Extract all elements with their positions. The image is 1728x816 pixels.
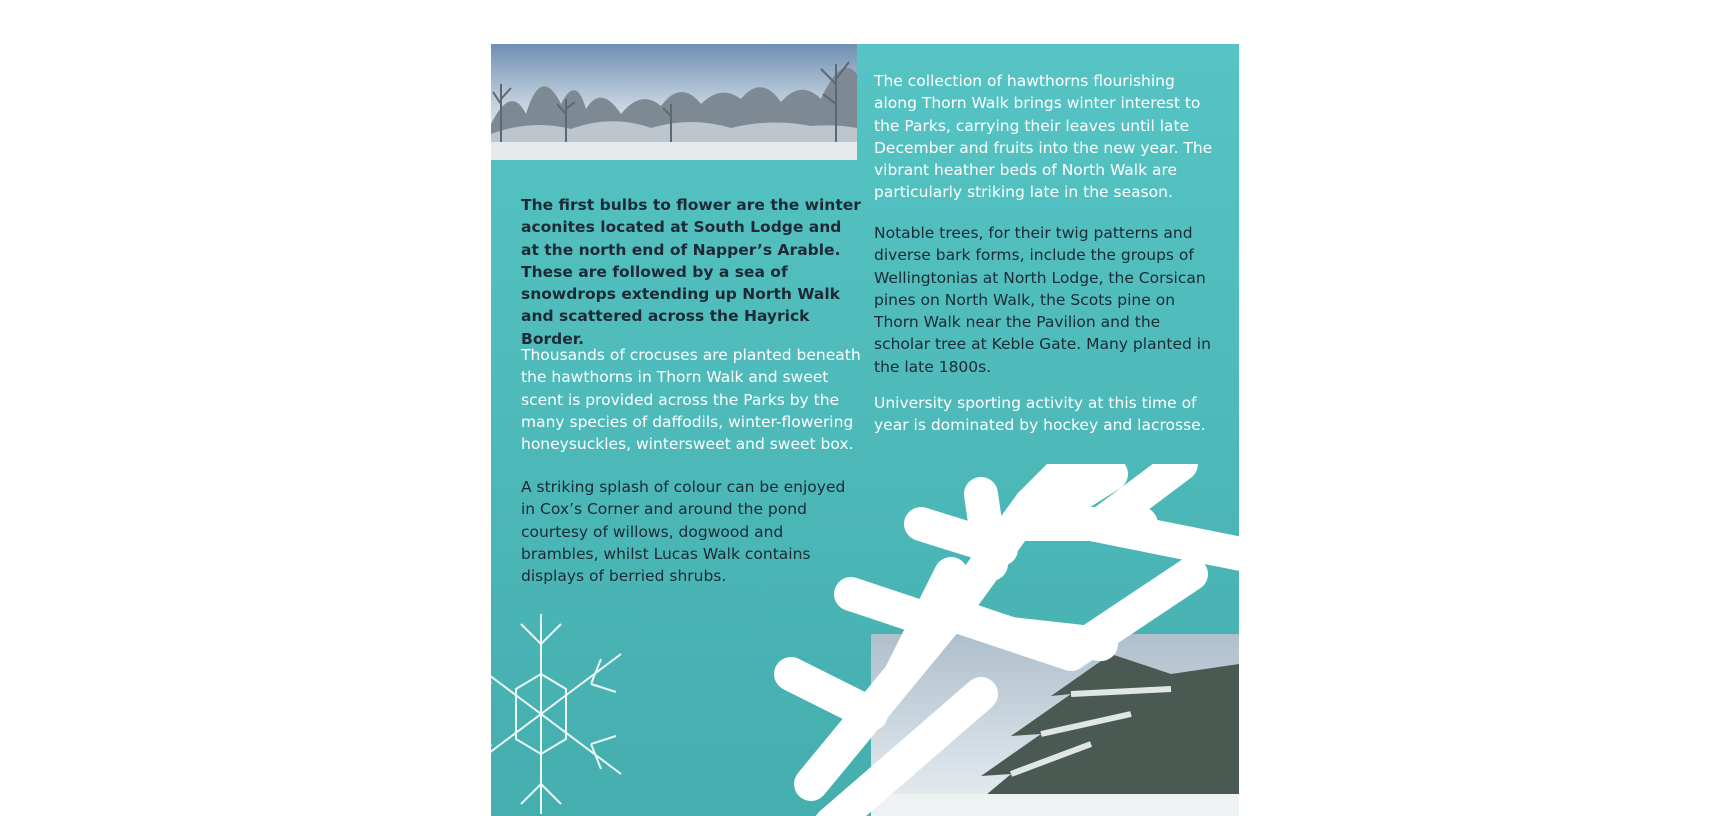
sport-paragraph: University sporting activity at this time of year is dominated by hockey and lacrosse. — [874, 394, 1206, 435]
leaflet-panel — [491, 44, 1239, 816]
snowflake-outline-icon — [491, 604, 631, 816]
notable-trees-paragraph: Notable trees, for their twig patterns and diverse bark forms, include the groups of Wellingtonias at North Lodge, the Corsican pines on North Walk, the Scots pine on Thorn Walk near the Pavilion and the scholar tree at Keble Gate. Many planted in the late 1800s. — [874, 224, 1211, 376]
colour-paragraph: A striking splash of colour can be enjoyed in Cox’s Corner and around the pond courtesy of willows, dogwood and brambles, whilst Lucas Walk contains displays of berried shrubs. — [521, 478, 846, 586]
frosty-trees-photo — [491, 44, 857, 160]
hawthorns-paragraph: The collection of hawthorns flourishing along Thorn Walk brings winter interest to the Parks, carrying their leaves until late December and fruits into the new year. The vibrant heather beds of North Walk are particularly striking late in the season. — [874, 72, 1213, 202]
crocuses-paragraph: Thousands of crocuses are planted beneath the hawthorns in Thorn Walk and sweet scent is provided across the Parks by the many species of daffodils, winter-flowering honeysuckles, wintersweet and sweet box. — [521, 346, 861, 454]
lead-paragraph: The first bulbs to flower are the winter aconites located at South Lodge and at the north end of Napper’s Arable. These are followed by a sea of snowdrops extending up North Walk and scattered across the Hayrick Border. — [521, 196, 861, 348]
